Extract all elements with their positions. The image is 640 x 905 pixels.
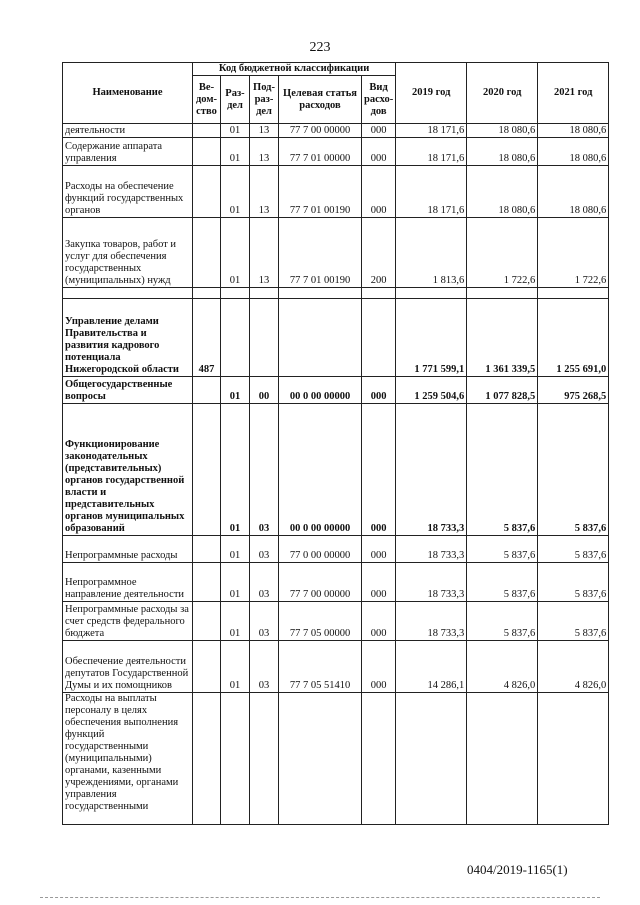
row-ved: [193, 641, 221, 693]
table-row: [63, 602, 609, 641]
row-value-2020: 18 080,6: [467, 166, 538, 218]
row-celevaya: 77 7 00 00000: [279, 563, 362, 602]
row-value-2019: [396, 288, 467, 299]
row-value-2021: [538, 288, 609, 299]
row-value-2021: 5 837,6: [538, 602, 609, 641]
table-row-spacer: [63, 288, 609, 299]
row-value-2021: 5 837,6: [538, 404, 609, 536]
row-value-2020: 5 837,6: [467, 602, 538, 641]
row-celevaya: 00 0 00 00000: [279, 377, 362, 404]
header-razdel: Раз-дел: [221, 76, 250, 124]
row-razdel: 01: [221, 563, 250, 602]
page-number: 223: [309, 40, 331, 55]
row-razdel: 01: [221, 602, 250, 641]
row-name: Обеспечение деятельности депутатов Государственной Думы и их помощников: [63, 641, 193, 693]
row-razdel: 01: [221, 536, 250, 563]
row-razdel: 01: [221, 138, 250, 166]
row-celevaya: 77 7 05 00000: [279, 602, 362, 641]
row-ved: [193, 377, 221, 404]
row-vid: 000: [362, 563, 396, 602]
table-row: [63, 536, 609, 563]
row-vid: 000: [362, 377, 396, 404]
row-value-2021: [538, 693, 609, 825]
budget-table: [62, 62, 609, 825]
row-ved: [193, 536, 221, 563]
row-podrazdel: 13: [250, 138, 279, 166]
row-vid: 000: [362, 641, 396, 693]
row-value-2021: 18 080,6: [538, 138, 609, 166]
row-value-2020: 1 361 339,5: [467, 299, 538, 377]
header-vid-rashodov: Вид расхо-дов: [362, 76, 396, 124]
row-name: Расходы на обеспечение функций государственных органов: [63, 166, 193, 218]
budget-table-wrapper: [62, 62, 609, 825]
table-row: [63, 124, 609, 138]
row-vid: 000: [362, 166, 396, 218]
row-value-2020: 5 837,6: [467, 563, 538, 602]
row-value-2019: 18 733,3: [396, 536, 467, 563]
row-value-2019: 1 771 599,1: [396, 299, 467, 377]
row-podrazdel: 03: [250, 602, 279, 641]
row-name: Непрограммные расходы за счет средств федерального бюджета: [63, 602, 193, 641]
table-row: [63, 693, 609, 825]
row-razdel: 01: [221, 166, 250, 218]
row-ved: [193, 124, 221, 138]
row-podrazdel: 00: [250, 377, 279, 404]
row-value-2021: 5 837,6: [538, 536, 609, 563]
row-podrazdel: 13: [250, 218, 279, 288]
row-value-2020: [467, 693, 538, 825]
row-name: Общегосударственные вопросы: [63, 377, 193, 404]
row-razdel: [221, 299, 250, 377]
row-value-2020: 18 080,6: [467, 124, 538, 138]
row-celevaya: 77 7 01 00000: [279, 138, 362, 166]
row-podrazdel: 03: [250, 563, 279, 602]
row-vid: [362, 693, 396, 825]
row-value-2020: 1 722,6: [467, 218, 538, 288]
row-vid: [362, 299, 396, 377]
row-value-2019: [396, 693, 467, 825]
row-value-2021: 18 080,6: [538, 166, 609, 218]
row-razdel: 01: [221, 218, 250, 288]
table-row: [63, 138, 609, 166]
row-name: Непрограммные расходы: [63, 536, 193, 563]
scan-edge-divider: [40, 897, 600, 898]
document-code: 0404/2019-1165(1): [467, 862, 568, 877]
header-2019: 2019 год: [396, 63, 467, 124]
row-value-2020: 18 080,6: [467, 138, 538, 166]
table-row: [63, 166, 609, 218]
table-header: [63, 63, 609, 124]
row-ved: [193, 563, 221, 602]
row-razdel: [221, 288, 250, 299]
row-podrazdel: 03: [250, 641, 279, 693]
row-razdel: 01: [221, 641, 250, 693]
row-ved: [193, 218, 221, 288]
row-vid: [362, 288, 396, 299]
row-value-2019: 18 733,3: [396, 563, 467, 602]
row-value-2019: 18 171,6: [396, 124, 467, 138]
row-value-2020: 1 077 828,5: [467, 377, 538, 404]
row-celevaya: 77 7 01 00190: [279, 218, 362, 288]
table-row: [63, 377, 609, 404]
row-razdel: 01: [221, 377, 250, 404]
row-value-2019: 18 733,3: [396, 404, 467, 536]
row-ved: [193, 602, 221, 641]
row-podrazdel: [250, 693, 279, 825]
row-podrazdel: 13: [250, 166, 279, 218]
table-row: [63, 563, 609, 602]
row-ved: [193, 288, 221, 299]
row-value-2019: 18 733,3: [396, 602, 467, 641]
row-value-2019: 18 171,6: [396, 166, 467, 218]
row-vid: 000: [362, 536, 396, 563]
row-celevaya: 77 7 01 00190: [279, 166, 362, 218]
row-value-2020: 4 826,0: [467, 641, 538, 693]
row-value-2019: 18 171,6: [396, 138, 467, 166]
row-value-2021: 975 268,5: [538, 377, 609, 404]
row-ved: [193, 138, 221, 166]
row-value-2021: 1 255 691,0: [538, 299, 609, 377]
header-classification-group: Код бюджетной классификации: [193, 63, 396, 76]
row-value-2020: [467, 288, 538, 299]
row-vid: 000: [362, 124, 396, 138]
row-razdel: [221, 693, 250, 825]
table-row: [63, 641, 609, 693]
table-row: [63, 218, 609, 288]
row-name: деятельности: [63, 124, 193, 138]
row-value-2019: 14 286,1: [396, 641, 467, 693]
row-podrazdel: 13: [250, 124, 279, 138]
row-value-2021: 4 826,0: [538, 641, 609, 693]
row-vid: 200: [362, 218, 396, 288]
table-body: [63, 124, 609, 825]
header-name: Наименование: [63, 63, 193, 124]
row-name: Содержание аппарата управления: [63, 138, 193, 166]
row-value-2019: 1 259 504,6: [396, 377, 467, 404]
row-vid: 000: [362, 404, 396, 536]
row-razdel: 01: [221, 124, 250, 138]
row-name: Расходы на выплаты персоналу в целях обеспечения выполнения функций государственными (муниципальными) органами, казенными учреждениями, органами управления государственными: [63, 693, 193, 825]
row-celevaya: 77 0 00 00000: [279, 536, 362, 563]
header-2020: 2020 год: [467, 63, 538, 124]
row-celevaya: [279, 299, 362, 377]
row-celevaya: 77 7 00 00000: [279, 124, 362, 138]
row-podrazdel: 03: [250, 404, 279, 536]
row-celevaya: [279, 693, 362, 825]
row-value-2021: 18 080,6: [538, 124, 609, 138]
row-vid: 000: [362, 602, 396, 641]
row-celevaya: 77 7 05 51410: [279, 641, 362, 693]
row-ved: [193, 404, 221, 536]
row-celevaya: [279, 288, 362, 299]
row-podrazdel: 03: [250, 536, 279, 563]
row-podrazdel: [250, 288, 279, 299]
row-podrazdel: [250, 299, 279, 377]
row-name: Закупка товаров, работ и услуг для обеспечения государственных (муниципальных) нужд: [63, 218, 193, 288]
table-row: [63, 299, 609, 377]
row-ved: 487: [193, 299, 221, 377]
row-value-2019: 1 813,6: [396, 218, 467, 288]
row-name: Управление делами Правительства и развития кадрового потенциала Нижегородской области: [63, 299, 193, 377]
row-name: Функционирование законодательных (представительных) органов государственной власти и представительных органов муниципальных образований: [63, 404, 193, 536]
row-name: Непрограммное направление деятельности: [63, 563, 193, 602]
row-ved: [193, 693, 221, 825]
row-razdel: 01: [221, 404, 250, 536]
header-celevaya-statya: Целевая статья расходов: [279, 76, 362, 124]
row-value-2021: 5 837,6: [538, 563, 609, 602]
table-row: [63, 404, 609, 536]
row-ved: [193, 166, 221, 218]
header-2021: 2021 год: [538, 63, 609, 124]
row-celevaya: 00 0 00 00000: [279, 404, 362, 536]
row-name: [63, 288, 193, 299]
row-value-2021: 1 722,6: [538, 218, 609, 288]
row-vid: 000: [362, 138, 396, 166]
header-podrazdel: Под-раз-дел: [250, 76, 279, 124]
row-value-2020: 5 837,6: [467, 536, 538, 563]
header-vedomstvo: Ве-дом-ство: [193, 76, 221, 124]
row-value-2020: 5 837,6: [467, 404, 538, 536]
